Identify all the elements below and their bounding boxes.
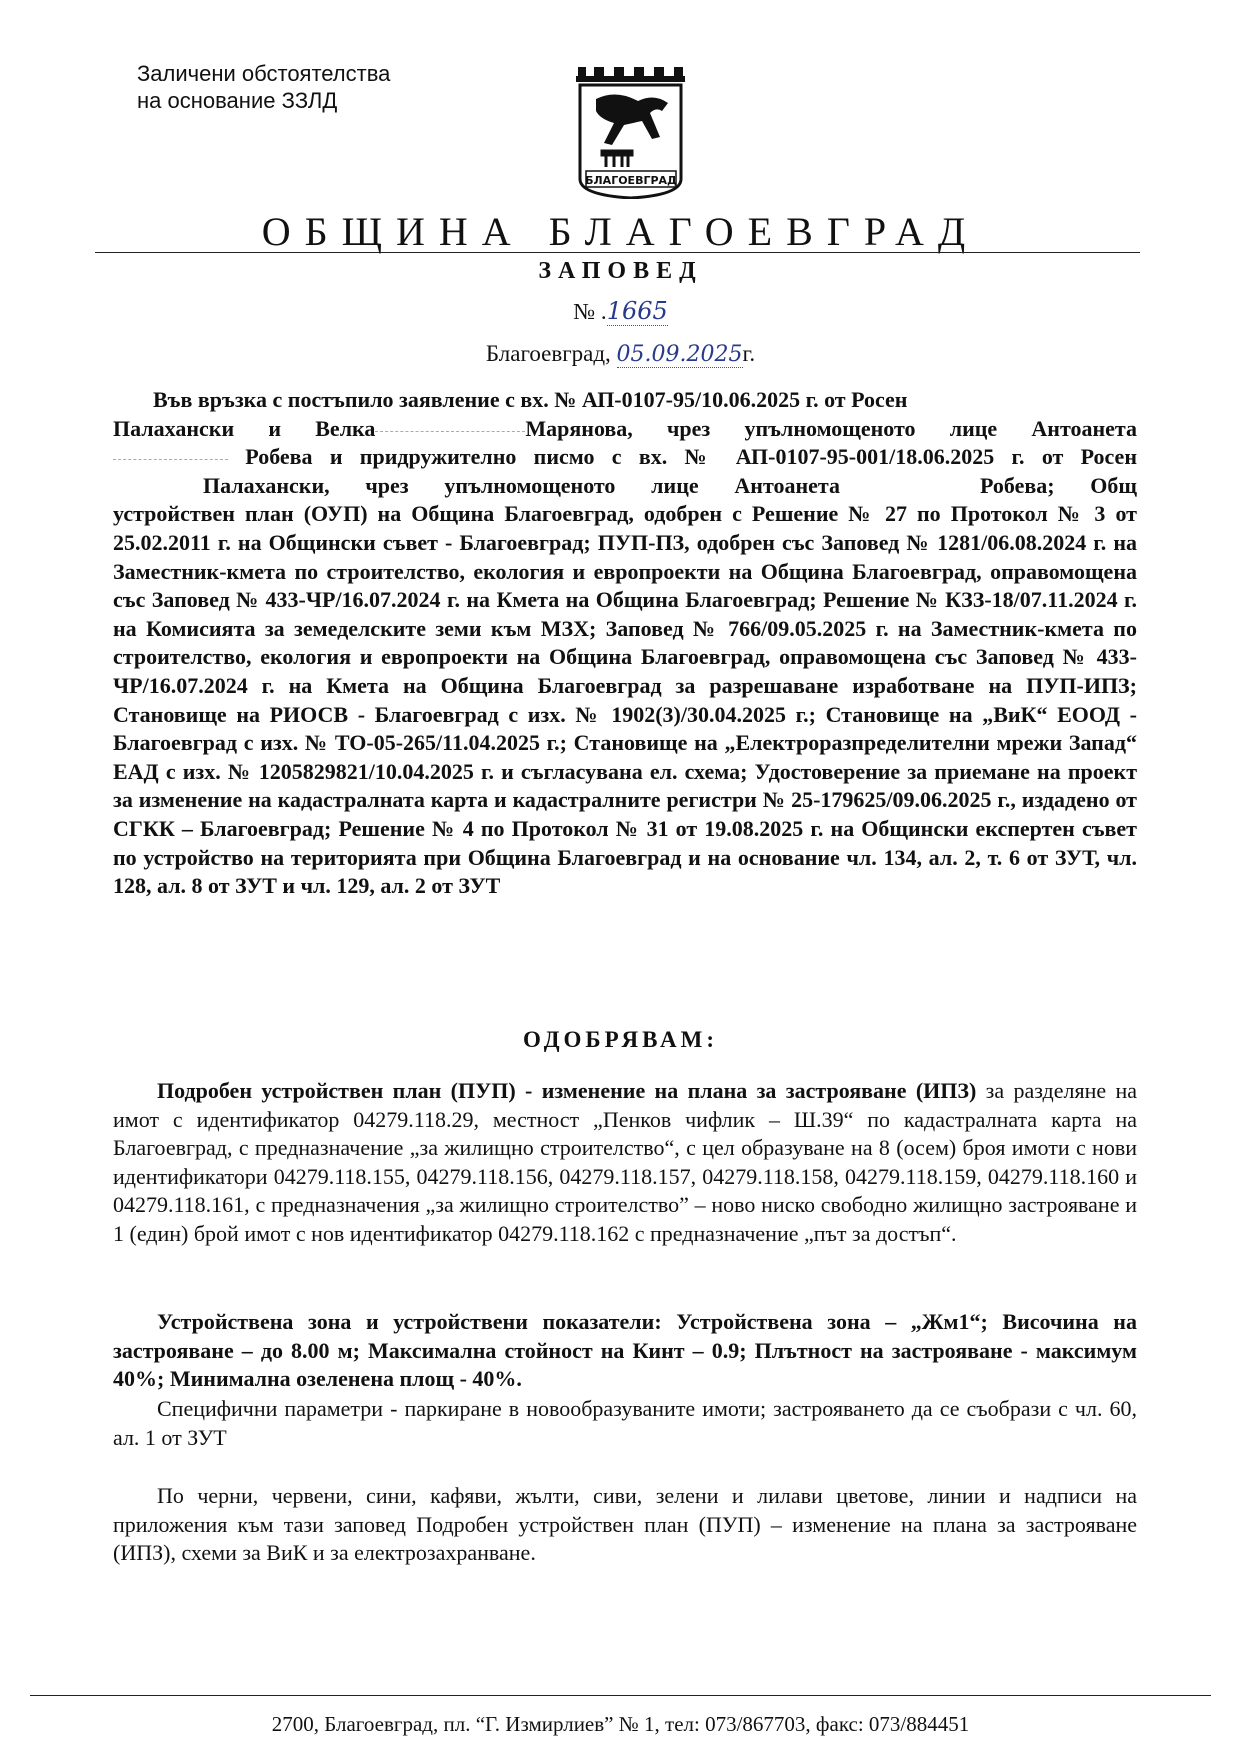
redacted-field	[113, 487, 203, 488]
svg-text:БЛАГОЕВГРАД: БЛАГОЕВГРАД	[585, 174, 677, 187]
handwritten-date: 05.09.2025	[616, 342, 743, 367]
zone-indicators: Устройствена зона и устройствени показатели: Устройствена зона – „Жм1“; Височина на застрояване – до 8.00 м; Максимална стойност на Кинт – 0.9; Плътност на застрояване - максимум 40%; Минимална озеленена площ - 40%.	[113, 1309, 1137, 1392]
preamble-line4b: Робева; Общ	[979, 472, 1137, 498]
zone-paragraph	[113, 1308, 1137, 1394]
preamble-line1: Във връзка с постъпило заявление с вх. № АП-0107-95/10.06.2025 г. от Росен	[153, 387, 908, 412]
footer-divider	[30, 1695, 1211, 1696]
colors-text: По черни, червени, сини, кафяви, жълти, сиви, зелени и лилави цветове, линии и надписи на приложения към тази заповед Подробен устройствен план (ПУП) – изменение на плана за застрояване (ИПЗ), схеми за ВиК и за електрозахранване.	[113, 1483, 1137, 1566]
redaction-note-line1: Заличени обстоятелства	[137, 61, 391, 86]
plan-bold-lead: Подробен устройствен план (ПУП) - изменение на плана за застрояване (ИПЗ)	[157, 1078, 977, 1103]
preamble-line4a: Палахански, чрез упълномощеното лице Антоанета	[203, 472, 840, 498]
approve-heading: ОДОБРЯВАМ:	[522, 1027, 719, 1052]
preamble-line3: Робева и придружително писмо с вх. № АП-0107-95-001/18.06.2025 г. от Росен	[245, 444, 1137, 470]
document-type: ЗАПОВЕД	[538, 258, 703, 284]
header-divider	[95, 252, 1140, 253]
plan-paragraph	[113, 1077, 1137, 1249]
redaction-note	[137, 60, 390, 114]
place-label: Благоевград,	[485, 341, 617, 366]
specific-params: Специфични параметри - паркиране в новообразуваните имоти; застрояването да се съобрази с чл. 60, ал. 1 от ЗУТ	[113, 1396, 1137, 1450]
preamble	[113, 386, 1137, 901]
footer-address: 2700, Благоевград, пл. “Г. Измирлиев” № 1, тел: 073/867703, факс: 073/884451	[271, 1712, 970, 1736]
specific-params-paragraph	[113, 1395, 1137, 1452]
document-number	[0, 297, 1241, 325]
date-suffix: г.	[742, 341, 756, 366]
colors-paragraph	[113, 1482, 1137, 1568]
coat-of-arms-icon	[576, 67, 686, 199]
redacted-field	[840, 487, 980, 488]
redaction-note-line2: на основание ЗЗЛД	[137, 88, 338, 113]
preamble-line2b: Марянова, чрез упълномощеното лице Антоанета	[525, 415, 1137, 441]
redacted-field	[375, 430, 525, 432]
handwritten-number: 1665	[606, 297, 668, 325]
plan-text: за разделяне на имот с идентификатор 04279.118.29, местност „Пенков чифлик – Ш.39“ по кадастралната карта на Благоевград, с предназначение „за жилищно строителство“, с цел образуване на 8 (осем) броя имоти с нови идентификатори 04279.118.155, 04279.118.156, 04279.118.157, 04279.118.158, 04279.118.159, 04279.118.160 и 04279.118.161, с предназначения „за жилищно строителство” – ново ниско свободно жилищно застрояване и 1 (един) брой имот с нов идентификатор 04279.118.162 с предназначение „път за достъп“.	[113, 1078, 1137, 1246]
preamble-line2a: Палахански и Велка	[113, 415, 376, 441]
redacted-field	[113, 458, 228, 460]
organization-title: ОБЩИНА БЛАГОЕВГРАД	[261, 209, 980, 254]
preamble-body: устройствен план (ОУП) на Община Благоевград, одобрен с Решение № 27 по Протокол № 3 от 25.02.2011 г. на Общински съвет - Благоевград; ПУП-ПЗ, одобрен със Заповед № 1281/06.08.2024 г. на Заместник-кмета по строителство, екология и европроекти на Община Благоевград, оправомощена със Заповед № 433-ЧР/16.07.2024 г. на Кмета на Община Благоевград; Решение № КЗЗ-18/07.11.2024 г. на Комисията за земеделските земи към МЗХ; Заповед № 766/09.05.2025 г. на Заместник-кмета по строителство, екология и европроекти на Община Благоевград, оправомощена със Заповед № 433-ЧР/16.07.2024 г. на Кмета на Община Благоевград за разрешаване изработване на ПУП-ИПЗ; Становище на РИОСВ - Благоевград с изх. № 1902(3)/30.04.2025 г.; Становище на „ВиК“ ЕООД - Благоевград с изх. № ТО-05-265/11.04.2025 г.; Становище на „Електроразпределителни мрежи Запад“ ЕАД с изх. № 1205829821/10.04.2025 г. и съгласувана ел. схема; Удостоверение за приемане на проект за изменение на кадастралната карта и кадастралните регистри № 25-179625/09.06.2025 г., издадено от СГКК – Благоевград; Решение № 4 по Протокол № 31 от 19.08.2025 г. на Общински експертен съвет по устройство на територията при Община Благоевград и на основание чл. 134, ал. 2, т. 6 от ЗУТ, чл. 128, ал. 8 от ЗУТ и чл. 129, ал. 2 от ЗУТ	[113, 501, 1137, 899]
number-prefix: № .	[573, 299, 607, 324]
document-date	[0, 341, 1241, 367]
